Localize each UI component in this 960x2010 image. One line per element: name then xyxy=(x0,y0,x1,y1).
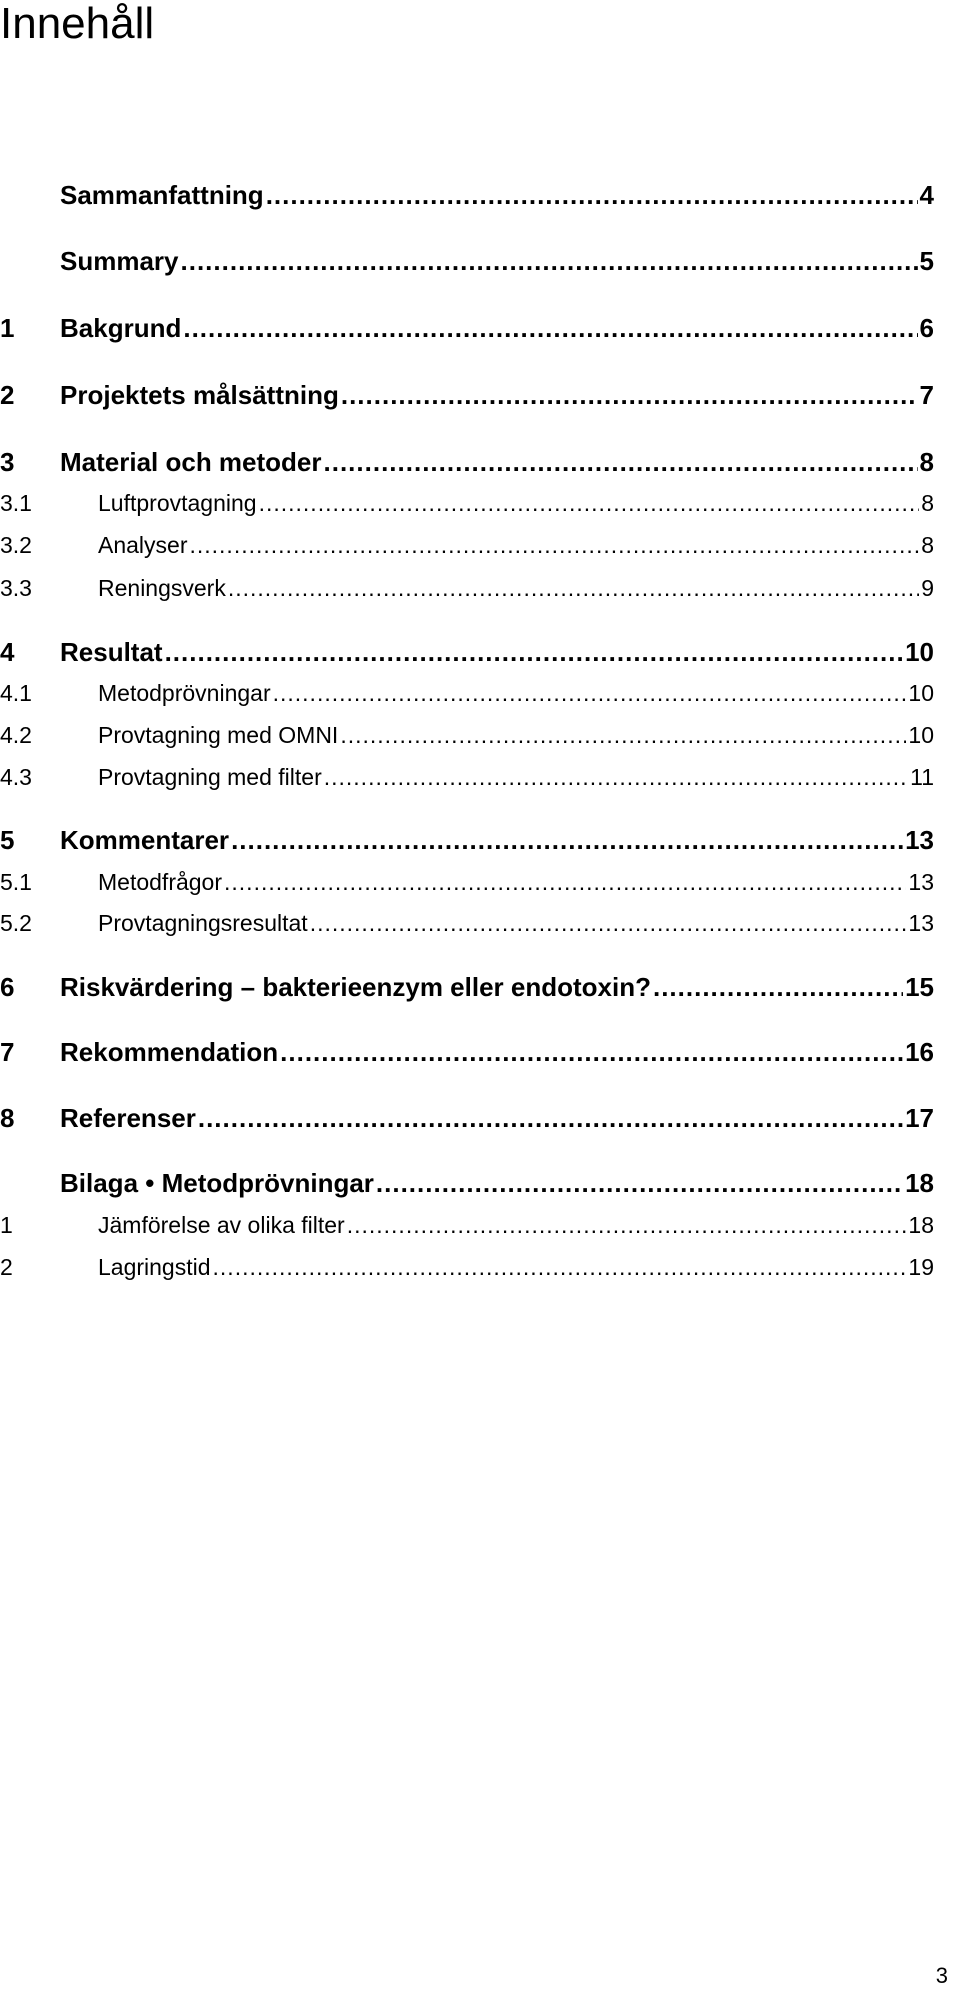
dot-leader xyxy=(310,908,907,938)
toc-entry-label: Lagringstid xyxy=(98,1254,211,1280)
toc-entry-label: Kommentarer xyxy=(60,825,230,855)
toc-entry-page: 18 xyxy=(905,1168,934,1198)
toc-entry-label: Projektets målsättning xyxy=(60,380,339,410)
dot-leader xyxy=(280,1034,903,1070)
dot-leader xyxy=(340,720,906,750)
toc-entry-number: 6 xyxy=(0,972,15,1002)
toc-entry-page: 11 xyxy=(910,764,934,790)
toc-entry-page: 9 xyxy=(921,575,934,601)
toc-entry-page: 4 xyxy=(919,180,934,210)
dot-leader xyxy=(347,1210,907,1240)
toc-entry-page: 10 xyxy=(908,722,934,748)
toc-entry-page: 8 xyxy=(921,490,934,516)
toc-entry-label: Metodfrågor xyxy=(98,869,223,895)
toc-entry-number: 1 xyxy=(0,1212,13,1238)
toc-entry-number: 3.1 xyxy=(0,490,32,516)
toc-entry[interactable] xyxy=(0,1165,934,1201)
toc-entry-number: 3.2 xyxy=(0,532,32,558)
dot-leader xyxy=(183,310,917,346)
toc-entry-label: Provtagning med OMNI xyxy=(98,722,339,748)
toc-entry-page: 8 xyxy=(921,532,934,558)
toc-entry-label: Provtagning med filter xyxy=(98,764,322,790)
toc-entry-label: Resultat xyxy=(60,637,163,667)
toc-entry[interactable] xyxy=(0,377,934,413)
toc-entry-page: 8 xyxy=(919,447,934,477)
toc-entry-number: 7 xyxy=(0,1037,15,1067)
dot-leader xyxy=(224,867,906,897)
toc-entry-page: 13 xyxy=(908,869,934,895)
dot-leader xyxy=(376,1165,903,1201)
toc-entry-label: Luftprovtagning xyxy=(98,490,257,516)
toc-entry-page: 6 xyxy=(919,313,934,343)
dot-leader xyxy=(653,969,903,1005)
toc-entry-page: 13 xyxy=(905,825,934,855)
dot-leader xyxy=(266,177,918,213)
dot-leader xyxy=(213,1252,907,1282)
toc-entry-label: Summary xyxy=(60,246,179,276)
toc-entry-label: Material och metoder xyxy=(60,447,322,477)
toc-entry-label: Sammanfattning xyxy=(60,180,264,210)
toc-entry-page: 7 xyxy=(919,380,934,410)
toc-entry-label: Jämförelse av olika filter xyxy=(98,1212,345,1238)
toc-entry[interactable] xyxy=(0,678,934,708)
toc-entry-label: Riskvärdering – bakterieenzym eller endotoxin? xyxy=(60,972,651,1002)
dot-leader xyxy=(324,444,918,480)
toc-entry-page: 10 xyxy=(905,637,934,667)
toc-entry-page: 18 xyxy=(908,1212,934,1238)
toc-entry-page: 19 xyxy=(908,1254,934,1280)
toc-entry[interactable] xyxy=(0,444,934,480)
dot-leader xyxy=(189,530,919,560)
toc-entry[interactable] xyxy=(0,177,934,213)
toc-entry-number: 4.3 xyxy=(0,764,32,790)
toc-entry[interactable] xyxy=(0,530,934,560)
toc-entry-page: 15 xyxy=(905,972,934,1002)
toc-entry[interactable] xyxy=(0,573,934,603)
dot-leader xyxy=(341,377,918,413)
toc-entry-number: 2 xyxy=(0,1254,13,1280)
toc-entry[interactable] xyxy=(0,762,934,792)
toc-entry[interactable] xyxy=(0,1210,934,1240)
toc-entry-label: Analyser xyxy=(98,532,188,558)
toc-entry-number: 3.3 xyxy=(0,575,32,601)
dot-leader xyxy=(228,573,919,603)
toc-entry-label: Bilaga • Metodprövningar xyxy=(60,1168,374,1198)
toc-entry-page: 16 xyxy=(905,1037,934,1067)
toc-entry-page: 17 xyxy=(905,1103,934,1133)
toc-entry[interactable] xyxy=(0,488,934,518)
toc-entry[interactable] xyxy=(0,720,934,750)
toc-entry[interactable] xyxy=(0,908,934,938)
toc-entry-page: 10 xyxy=(908,680,934,706)
toc-entry-number: 4 xyxy=(0,637,15,667)
dot-leader xyxy=(273,678,907,708)
toc-entry[interactable] xyxy=(0,969,934,1005)
toc-entry-number: 2 xyxy=(0,380,15,410)
toc-entry[interactable] xyxy=(0,1252,934,1282)
toc-entry-label: Referenser xyxy=(60,1103,196,1133)
toc-entry-number: 3 xyxy=(0,447,15,477)
toc-entry-number: 1 xyxy=(0,313,15,343)
toc-entry-number: 4.1 xyxy=(0,680,32,706)
dot-leader xyxy=(259,488,920,518)
toc-entry-number: 4.2 xyxy=(0,722,32,748)
page-title: Innehåll xyxy=(0,0,155,48)
toc-entry-page: 5 xyxy=(919,246,934,276)
toc-entry-label: Reningsverk xyxy=(98,575,226,601)
toc-entry-label: Provtagningsresultat xyxy=(98,910,308,936)
page-number: 3 xyxy=(935,1963,948,1988)
toc-entry-number: 8 xyxy=(0,1103,15,1133)
toc-entry[interactable] xyxy=(0,634,934,670)
toc-entry-number: 5.1 xyxy=(0,869,32,895)
toc-entry-page: 13 xyxy=(908,910,934,936)
toc-entry-number: 5.2 xyxy=(0,910,32,936)
toc-entry[interactable] xyxy=(0,867,934,897)
toc-entry[interactable] xyxy=(0,310,934,346)
dot-leader xyxy=(165,634,904,670)
toc-entry[interactable] xyxy=(0,1100,934,1136)
toc-entry-label: Metodprövningar xyxy=(98,680,271,706)
dot-leader xyxy=(324,762,908,792)
dot-leader xyxy=(181,243,918,279)
toc-entry-label: Rekommendation xyxy=(60,1037,279,1067)
toc-entry-label: Bakgrund xyxy=(60,313,182,343)
toc-entry-number: 5 xyxy=(0,825,15,855)
toc-entry[interactable] xyxy=(0,822,934,858)
dot-leader xyxy=(231,822,903,858)
dot-leader xyxy=(198,1100,903,1136)
toc-entry[interactable] xyxy=(0,243,934,279)
toc-entry[interactable] xyxy=(0,1034,934,1070)
